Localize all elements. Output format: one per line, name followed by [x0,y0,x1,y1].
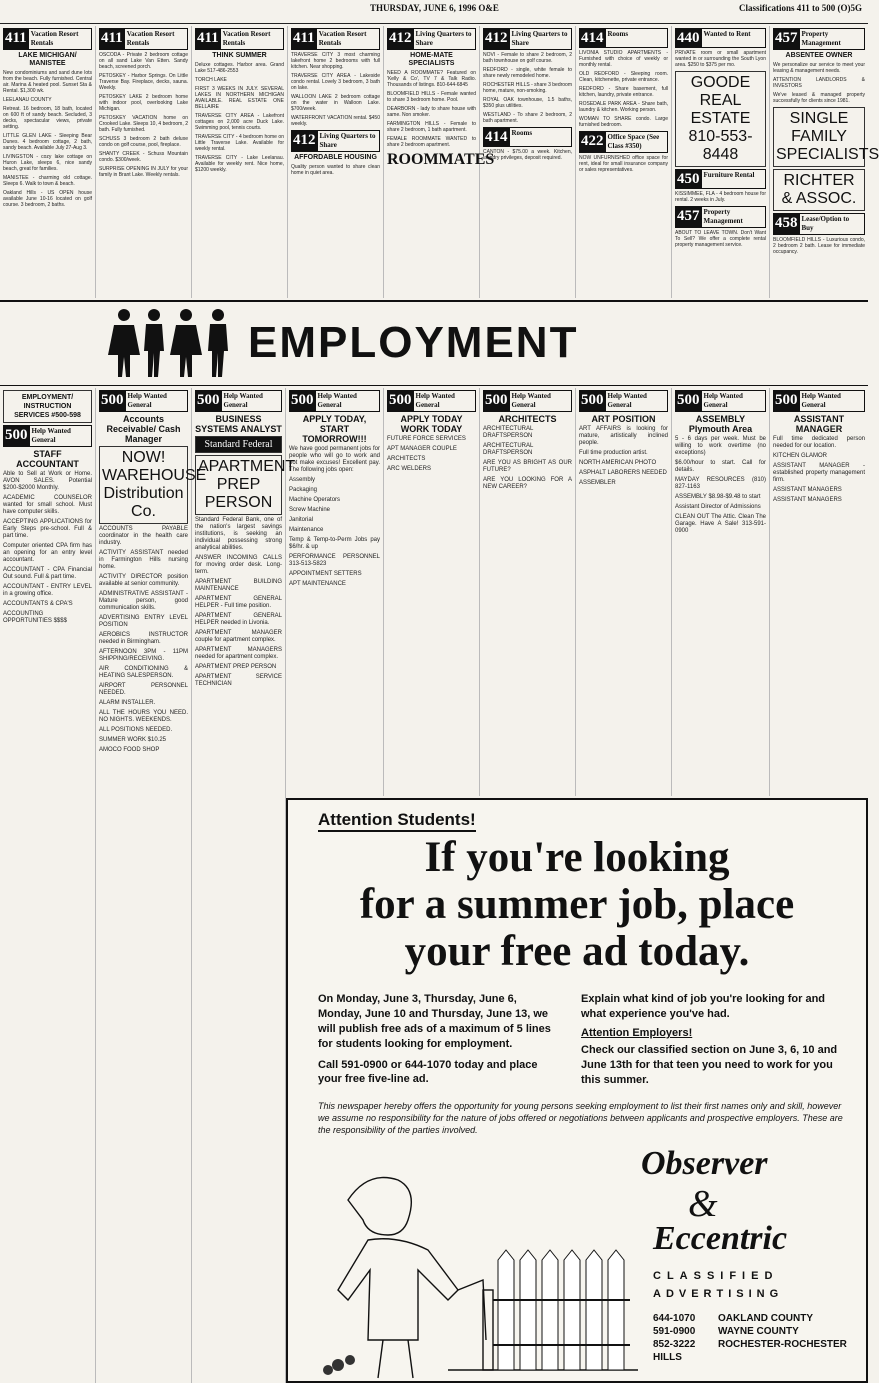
classified-ad: FARMINGTON HILLS - Female to share 2 bedroom, 1 bath apartment. [387,121,476,133]
classified-ad: ACCOUNTING OPPORTUNITIES $$$$ [3,611,67,624]
classified-ad: ACCOUNTANT - ENTRY LEVEL in a growing office. [3,584,92,597]
section-number: 411 [99,28,125,50]
classified-ad: LEELANAU COUNTY [3,97,52,103]
classified-ad: APARTMENT PREP PERSON [195,664,277,670]
column-9 [770,26,879,298]
woman-with-fence-illustration-icon [308,1140,638,1380]
classified-ad: We've leased & managed property successfully for clients since 1981. [773,92,865,104]
classified-ad: ROSEDALE PARK AREA - Share bath, laundry & kitchen. Working person. [579,101,668,113]
classified-ad: We personalize our service to meet your leasing & management needs. [773,62,865,74]
classified-ad: SCHUSS 3 bedroom 2 bath deluxe condo on golf course, pool, fireplace. [99,136,188,148]
section-header [675,206,766,228]
classified-ad: ASSEMBLER [579,480,616,486]
ad-title: LAKE MICHIGAN/ MANISTEE [18,52,77,67]
people-silhouettes-icon [110,307,235,379]
classified-ad: ARE YOU LOOKING FOR A NEW CAREER? [483,477,572,490]
classified-ad: Packaging [289,487,318,493]
classified-ad: 5 - 6 days per week. Must be willing to work overtime (no exceptions) [675,436,766,456]
section-header [483,28,572,50]
classified-ad: BLOOMFIELD HILLS - Luxurious condo, 2 bedroom 2 bath. Lease for immediate occupancy. [773,237,865,255]
classified-ad: Screw Machine [289,507,331,513]
section-number: 500 [387,390,414,412]
classified-ad: Machine Operators [289,497,341,503]
classified-ad: CANTON - $75.00 a week. Kitchen, laundry privileges, deposit required. [483,149,572,161]
help-column-8 [672,388,770,796]
section-header [195,28,284,50]
section-header [773,213,865,235]
ad-title: APPLY TODAY WORK TODAY [400,414,463,434]
section-number: 458 [773,213,800,235]
section-name: Help Wanted General [606,390,669,412]
classified-ad: NOVI - Female to share 2 bedroom, 2 bath townhouse on golf course. [483,52,572,64]
classified-ad: FIRST 3 WEEKS IN JULY. SEVERAL LAKES IN NORTHERN MICHIGAN AVAILABLE. REAL ESTATE ONE BELLAIRE [195,86,284,110]
classified-ad: APT MANAGER COUPLE [387,446,457,452]
phone-number: 852-3222 [653,1339,696,1350]
help-column-7 [576,388,672,796]
headline-line-1: If you're looking [424,834,730,881]
section-name: Vacation Resort Rentals [125,28,188,50]
section-header [387,28,476,50]
section-header [3,28,92,50]
section-number: 500 [773,390,800,412]
classified-ad: ACTIVITY ASSISTANT needed in Farmington Hills nursing home. [99,550,188,570]
phone-area: WAYNE COUNTY [718,1326,799,1337]
section-name: Property Management [800,28,866,50]
classified-ad: ADVERTISING ENTRY LEVEL POSITION [99,615,188,628]
section-number: 500 [3,425,30,447]
promo-dates-text: On Monday, June 3, Thursday, June 6, Monday, June 10 and Thursday, June 13, we will publish free ads of a maximum of 5 lines for students looking for employment. [318,993,551,1050]
classified-ad: AIRPORT PERSONNEL NEEDED. [99,683,188,696]
classified-ad: Deluxe cottages. Harbor area. Grand Lake 517-486-2553 [195,62,284,74]
classified-ad: APARTMENT MANAGER couple for apartment complex. [195,630,282,643]
classified-ad: PETOSKEY VACATION home on Crooked Lake. Sleeps 10, 4 bedroom, 2 bath. Fully furnished. [99,115,188,133]
phone-number: 644-1070 [653,1313,696,1324]
classified-ad: Janitorial [289,517,314,523]
section-number: 422 [579,131,606,153]
classified-ad: ASPHALT LABORERS NEEDED [579,470,667,476]
section-number: 412 [291,130,318,152]
column-2 [96,26,192,298]
classified-ad: ALARM INSTALLER. [99,700,156,706]
section-number: 411 [195,28,221,50]
logo-ampersand: & [688,1183,718,1225]
logo-observer: Observer [641,1145,768,1182]
classified-ad: Oakland Hills - US OPEN house available June 10-16 located on golf course. 3 bedroom, 2 baths. [3,190,92,208]
classified-ad: KISSIMMEE, FLA - 4 bedroom house for rental. 2 weeks in July. [675,191,766,203]
section-header [291,130,380,152]
section-name: Living Quarters to Share [318,130,381,152]
section-name: Furniture Rental [702,169,767,189]
advertising-label: ADVERTISING [653,1288,784,1300]
classified-ad: LIVONIA STUDIO APARTMENTS - Furnished with choice of weekly or monthly rental. [579,50,668,68]
classified-ad: APARTMENT GENERAL HELPER - Full time position. [195,596,282,609]
section-number: 500 [483,390,510,412]
classified-ad: CLEAN OUT The Attic. Clean The Garage. Have A Sale! 313-591-0900 [675,514,766,534]
section-number: 457 [773,28,800,50]
classified-ad: Computer oriented CPA firm has an opening for an entry level accountant. [3,543,92,563]
classified-ad: Temp & Temp-to-Perm Jobs pay $6/hr. & up [289,537,380,550]
section-number: 500 [675,390,702,412]
section-name: Rooms [606,28,669,48]
classified-ad: Able to Sell at Work or Home. AVON SALES. Potential $200-$2000 Monthly. [3,471,92,491]
classified-ad: We have good permanent jobs for people who will go to work and not make excuses! Excellent pay. The following jobs open: [289,446,380,473]
classified-ad: ACTIVITY DIRECTOR position available at senior community. [99,574,188,587]
section-header [675,28,766,48]
ad-title: HOME-MATE SPECIALISTS [408,52,455,67]
section-name: Vacation Resort Rentals [29,28,92,50]
classified-ad: ATTENTION LANDLORDS & INVESTORS [773,77,865,89]
classified-ad: $6.00/hour to start. Call for details. [675,460,766,473]
classified-ad: AIR CONDITIONING & HEATING SALESPERSON. [99,666,188,679]
ad-banner: ROOMMATES [387,151,495,168]
classified-ad: Standard Federal Bank, one of the nation's largest savings institutions, is seeking an individual possessing strong analytical abilities. [195,517,282,551]
classified-ad: KITCHEN GLAMOR [773,453,828,459]
classified-ad: AEROBICS INSTRUCTOR needed in Birmingham. [99,632,188,645]
classified-ad: WESTLAND - To share 2 bedroom, 2 bath apartment. [483,112,572,124]
section-number: 450 [677,171,700,187]
classified-ad: ACCOUNTANTS & CPA'S [3,601,73,607]
classified-ad: MANISTEE - charming old cottage. Sleeps 6. Walk to town & beach. [3,175,92,187]
classified-ad: NOW UNFURNISHED office space for rent, ideal for small insurance company or sales representatives. [579,155,668,173]
classified-ad: Full time dedicated person needed for our location. [773,436,865,449]
ad-title: STAFF ACCOUNTANT [16,449,79,469]
column-3 [192,26,288,298]
classified-ad: Maintenance [289,527,324,533]
help-column-3 [192,388,296,1383]
header-section: Classifications 411 to 500 (O)5G [739,3,862,13]
classified-ad: ANSWER INCOMING CALLS for moving order desk. Long-term. [195,555,282,575]
section-name: Office Space (See Class #350) [606,131,669,153]
classified-ad: ARC WELDERS [387,466,432,472]
classified-ad: FUTURE FORCE SERVICES [387,436,466,442]
classified-ad: Retreat. 16 bedroom, 18 bath, located on 600 ft of sandy beach. Secluded, 3 decks, spectacular views, private setting. [3,106,92,130]
classified-ad: Assistant Director of Admissions [675,504,761,510]
classified-ad: APARTMENT MANAGERS needed for apartment complex. [195,647,282,660]
classified-ad: APT MAINTENANCE [289,581,346,587]
section-header [773,390,865,412]
classified-ad: ART AFFAIRS is looking for mature, artistically inclined people. [579,426,668,446]
section-number: 414 [581,30,604,46]
classified-ad: PERFORMANCE PERSONNEL 313-513-5823 [289,554,380,567]
classified-ad: OLD REDFORD - Sleeping room. Clean, kitchenette, private entrance. [579,71,668,83]
classified-ad: WATERFRONT VACATION rental. $450 weekly. [291,115,380,127]
classified-ad: TRAVERSE CITY - 4 bedroom home on Little Traverse Lake. Available for weekly rental. [195,134,284,152]
section-header [579,28,668,48]
ad-title: ART POSITION [591,414,656,424]
classified-ad: ASSISTANT MANAGERS [773,487,842,493]
classified-ad: FEMALE ROOMMATE WANTED to share 2 bedroom apartment. [387,136,476,148]
section-header [483,390,572,412]
section-name: Help Wanted General [126,390,189,412]
ad-title: Accounts Receivable/ Cash Manager [106,414,181,444]
section-name: Help Wanted General [414,390,477,412]
section-header [675,390,766,412]
classified-ad: New condominiums and sand dune lots from the beach. Fully furnished. Central air. Marina & heated pool. Sunset Sta & Rental. $1,300 wk. [3,70,92,94]
section-number: 457 [675,206,702,228]
classified-ad: MAYDAY RESOURCES (810) 827-1163 [675,477,766,490]
employers-text: Check our classified section on June 3, 6, 10 and June 13th for that teen you need to work for you this summer. [581,1044,838,1086]
classified-ad: NORTH AMERICAN PHOTO [579,460,657,466]
employment-services-label: EMPLOYMENT/ INSTRUCTION SERVICES #500-598 [3,390,92,423]
phone-row [653,1338,866,1364]
top-classifieds [0,26,879,298]
column-5 [384,26,495,298]
section-header [579,131,668,153]
ad-title: BUSINESS SYSTEMS ANALYST [195,414,282,434]
help-wanted-section [0,388,868,1383]
section-header [195,390,282,412]
classified-ad: PRIVATE room or small apartment wanted in or surrounding the South Lyon area. $250 to $375 per mo. [675,50,766,68]
section-number: 500 [579,390,606,412]
promo-attention: Attention Students! [318,810,476,832]
section-name: Vacation Resort Rentals [317,28,380,50]
section-number: 411 [291,28,317,50]
section-header [773,28,865,50]
classified-ad: LIVINGSTON - cozy lake cottage on Huron Lake, sleeps 6, nice sandy beach, great for families. [3,154,92,172]
company-logo: Standard Federal [195,436,282,453]
boxed-ad: SINGLE FAMILY SPECIALISTS [773,107,865,167]
classified-ad: SHANTY CREEK - Schuss Mountain condo. $300/week. [99,151,188,163]
section-header [289,390,380,412]
classified-ad: SURPRISE OPENING IN JULY for your family in Brant Lake. Weekly rentals. [99,166,188,178]
classified-ad: ROYAL OAK townhouse, 1.5 baths, $350 plus utilities. [483,97,572,109]
classified-ad: ASSISTANT MANAGER - established property management firm. [773,463,865,483]
page-header [0,0,868,24]
logo-eccentric: Eccentric [653,1220,788,1257]
phone-number: 591-0900 [653,1326,696,1337]
classified-ad: ACCOUNTANT - CPA Financial Out sound. Full & part time. [3,567,92,580]
classified-ad: BLOOMFIELD HILLS - Female wanted to share 3 bedroom home. Pool. [387,91,476,103]
section-number: 414 [485,129,508,145]
boxed-ad: RICHTER & ASSOC. [773,169,865,211]
classified-ad: ABOUT TO LEAVE TOWN. Don't Want To Sell? We offer a complete rental property management service. [675,230,766,248]
classified-ad: ARCHITECTURAL DRAFTSPERSON [483,426,534,439]
section-header [99,28,188,50]
section-number: 500 [289,390,316,412]
classified-ad: TRAVERSE CITY - Lake Leelanau. Available for weekly rent. Nice home, $1200 weekly. [195,155,284,173]
classified-ad: ACCEPTING APPLICATIONS for Early Steps pre-school. Full & part time. [3,519,92,539]
section-number: 500 [195,390,222,412]
ad-title: ARCHITECTS [498,414,557,424]
phone-row [653,1325,866,1338]
section-header [99,390,188,412]
classified-ad: ASSEMBLY $8.98-$9.48 to start [675,494,761,500]
column-4 [288,26,384,298]
ad-title: APPLY TODAY, START TOMORROW!!! [302,414,367,444]
column-6 [480,26,576,298]
section-name: Help Wanted General [316,390,381,412]
section-name: Help Wanted General [510,390,573,412]
ad-title: ASSISTANT MANAGER [793,414,845,434]
section-name: Vacation Resort Rentals [221,28,284,50]
boxed-ad: GOODE REAL ESTATE 810-553-8448 [675,71,766,167]
section-name: Living Quarters to Share [510,28,573,50]
section-header [675,169,766,189]
section-header [387,390,476,412]
boxed-ad: NOW! WAREHOUSE Distribution Co. [99,446,188,524]
section-number: 411 [3,28,29,50]
section-number: 412 [387,28,414,50]
classified-ad: Quality person wanted to share clean home in quiet area. [291,164,380,176]
section-header [483,127,572,147]
help-column-2 [96,388,207,1383]
section-name: Help Wanted General [30,425,93,447]
promo-right-text: Explain what kind of job you're looking for and what experience you've had. [581,993,826,1020]
classified-ad: ACADEMIC COUNSELOR wanted for small school. Must have computer skills. [3,495,92,515]
classified-ad: ARE YOU AS BRIGHT AS OUR FUTURE? [483,460,572,473]
classified-ad: ALL THE HOURS YOU NEED. NO NIGHTS. WEEKENDS. [99,710,188,723]
header-date: THURSDAY, JUNE 6, 1996 O&E [370,3,499,13]
section-name: Lease/Option to Buy [800,213,866,235]
classified-ad: ACCOUNTS PAYABLE coordinator in the health care industry. [99,526,188,546]
classified-ad: WOMAN TO SHARE condo. Large furnished bedroom. [579,116,668,128]
ad-title: ASSEMBLY Plymouth Area [688,414,753,434]
classified-ad: REDFORD - Share basement, full kitchen, laundry, private entrance. [579,86,668,98]
classified-ad: ADMINISTRATIVE ASSISTANT - Mature person, good communication skills. [99,591,188,611]
classified-ad: LITTLE GLEN LAKE - Sleeping Bear Dunes. 4 bedroom cottage, 2 bath, sandy beach. Available July 27-Aug 3. [3,133,92,151]
column-8 [672,26,770,298]
phone-list [653,1312,866,1364]
classified-ad: APARTMENT GENERAL HELPER needed in Livonia. [195,613,282,626]
section-name: Property Management [702,206,767,228]
classified-ad: ALL POSITIONS NEEDED. [99,727,173,733]
summer-job-promo [286,798,868,1383]
employment-title: EMPLOYMENT [248,318,579,367]
ad-title: ABSENTEE OWNER [785,52,853,59]
classified-ad: Assembly [289,477,316,483]
classified-ad: NEED A ROOMMATE? Featured on 'Kelly & Co', TV 7 & Talk Radio. Thousands of listings. 810-644-6845 [387,70,476,88]
phone-row [653,1312,866,1325]
promo-right-block [581,992,851,1088]
ad-title: THINK SUMMER [212,52,267,59]
section-number: 412 [483,28,510,50]
promo-headline [288,834,866,975]
section-number: 500 [99,390,126,412]
headline-line-2: for a summer job, place [359,881,795,928]
classified-ad: PETOSKEY LAKE 2 bedroom home with indoor pool, overlooking Lake Michigan. [99,94,188,112]
classified-ad: TRAVERSE CITY AREA - Lakeside condo rental. Lovely 3 bedroom, 3 bath on lake. [291,73,380,91]
help-column-6 [480,388,576,796]
boxed-ad: APARTMENT PREP PERSON [195,455,282,515]
employers-label: Attention Employers! [581,1027,693,1039]
section-name: Help Wanted General [800,390,866,412]
section-name: Rooms [510,127,573,147]
phone-area: OAKLAND COUNTY [718,1313,813,1324]
classified-ad: AFTERNOON 3PM - 11PM SHIPPING/RECEIVING. [99,649,188,662]
help-column-1 [0,388,96,1383]
classified-label: CLASSIFIED [653,1270,779,1282]
classified-ad: AMOCO FOOD SHOP [99,747,160,753]
classified-ad: PETOSKEY - Harbor Springs. On Little Traverse Bay. Fireplace, decks, sauna. Weekly. [99,73,188,91]
employment-banner [0,300,868,386]
section-name: Living Quarters to Share [414,28,477,50]
headline-line-3: your free ad today. [404,928,750,975]
help-column-4 [286,388,384,796]
section-header [3,425,92,447]
classified-ad: OSCODA - Private 2 bedroom cottage on all sand Lake Van Etten. Sandy beach, screened porch. [99,52,188,70]
classified-ad: APARTMENT SERVICE TECHNICIAN [195,674,282,687]
promo-disclaimer: This newspaper hereby offers the opportunity for young persons seeking employment to list their first names only and skill, however we assume no responsibility for the nature of jobs offered or negotiations between applicants and prospective employers. These are the responsibility of the parties involved. [318,1101,843,1135]
section-number: 440 [677,30,700,46]
classified-ad: APPOINTMENT SETTERS [289,571,362,577]
help-column-9 [770,388,868,796]
section-name: Wanted to Rent [702,28,767,48]
section-header [291,28,380,50]
classified-ad: TRAVERSE CITY AREA - Lakefront cottages on 2,000 acre Duck Lake. Swimming pool, tennis courts. [195,113,284,131]
section-name: Help Wanted General [702,390,767,412]
classified-ad: REDFORD - single, white female to share newly remodeled home. [483,67,572,79]
classified-ad: ARCHITECTS [387,456,426,462]
classified-ad: TORCH LAKE [195,77,227,83]
section-header [579,390,668,412]
classified-ad: WALLOON LAKE 2 bedroom cottage on the water in Walloon Lake. $700/week. [291,94,380,112]
classified-ad: SUMMER WORK $10.25 [99,737,167,743]
phone-area: ROCHESTER-ROCHESTER HILLS [653,1339,847,1363]
classified-ad: ROCHESTER HILLS - share 3 bedroom home, mature, non-smoking. [483,82,572,94]
classified-ad: Full time production artist. [579,450,648,456]
classified-ad: DEARBORN - lady to share house with same. Non smoker. [387,106,476,118]
ad-title: AFFORDABLE HOUSING [294,154,377,161]
help-column-5 [384,388,480,796]
classified-ad: ASSISTANT MANAGERS [773,497,842,503]
column-1 [0,26,96,298]
promo-call-text: Call 591-0900 or 644-1070 today and place your free five-line ad. [318,1059,538,1085]
column-7 [576,26,672,298]
classified-ad: TRAVERSE CITY 3 most charming lakefront home 2 bedrooms with full kitchen. Near shopping. [291,52,380,70]
classified-ad: APARTMENT BUILDING MAINTENANCE [195,579,282,592]
section-name: Help Wanted General [222,390,283,412]
classified-ad: ARCHITECTURAL DRAFTSPERSON [483,443,534,456]
